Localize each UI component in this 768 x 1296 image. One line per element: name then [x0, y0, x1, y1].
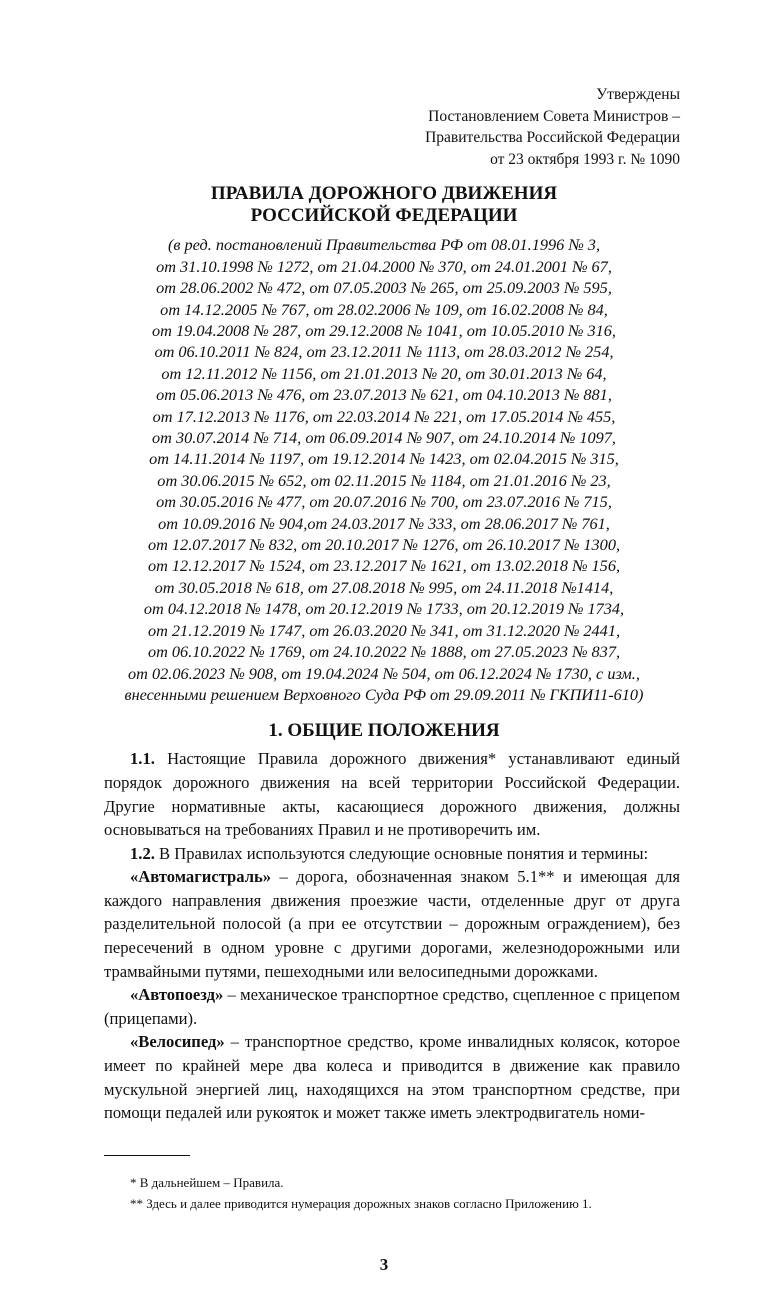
amendment-line: от 17.12.2013 № 1176, от 22.03.2014 № 221, от 17.05.2014 № 455,: [152, 406, 616, 426]
approval-line: Постановлением Совета Министров –: [428, 107, 680, 125]
amendment-line: от 14.12.2005 № 767, от 28.02.2006 № 109, от 16.02.2008 № 84,: [160, 299, 608, 319]
approval-block: [80, 84, 680, 170]
amendment-line: от 30.06.2015 № 652, от 02.11.2015 № 1184, от 21.01.2016 № 23,: [157, 470, 611, 490]
document-title: [0, 183, 768, 227]
section-heading: 1. ОБЩИЕ ПОЛОЖЕНИЯ: [268, 720, 500, 742]
paragraph-text: – дорога, обозначенная знаком 5.1** и имеющая для каждого направления движения проезжие части, отделенные друг от друга разделительной полосой (а при ее отсутствии – дорожным ограждением), без пересечений в одном уровне с другими дорогами, железнодорожными или трамвайными путями, пешеходными или велосипедными дорожками.: [104, 867, 680, 981]
title-line: РОССИЙСКОЙ ФЕДЕРАЦИИ: [250, 205, 518, 227]
amendment-line: от 12.11.2012 № 1156, от 21.01.2013 № 20, от 30.01.2013 № 64,: [161, 363, 607, 383]
approval-line: Правительства Российской Федерации: [425, 129, 680, 147]
amendment-line: от 21.12.2019 № 1747, от 26.03.2020 № 341, от 31.12.2020 № 2441,: [147, 620, 621, 640]
paragraph: [104, 747, 680, 841]
body-text: [104, 747, 680, 1125]
amendment-line: от 30.05.2018 № 618, от 27.08.2018 № 995, от 24.11.2018 №1414,: [154, 577, 614, 597]
paragraph-text: – механическое транспортное средство, сцепленное с прицепом (прицепами).: [104, 985, 680, 1028]
paragraph-term: «Автопоезд»: [130, 985, 224, 1005]
amendment-line: от 06.10.2022 № 1769, от 24.10.2022 № 1888, от 27.05.2023 № 837,: [147, 642, 621, 662]
approval-line: Утверждены: [596, 86, 680, 103]
amendment-line: внесенными решением Верховного Суда РФ от 29.09.2011 № ГКПИ11-610): [124, 684, 644, 704]
amendment-line: от 10.09.2016 № 904,от 24.03.2017 № 333, от 28.06.2017 № 761,: [158, 513, 610, 533]
amendment-line: от 31.10.1998 № 1272, от 21.04.2000 № 370, от 24.01.2001 № 67,: [156, 256, 612, 276]
page-number: 3: [379, 1254, 389, 1274]
amendment-line: от 19.04.2008 № 287, от 29.12.2008 № 1041, от 10.05.2010 № 316,: [152, 321, 616, 340]
amendment-line: от 14.11.2014 № 1197, от 19.12.2014 № 1423, от 02.04.2015 № 315,: [149, 449, 619, 469]
amendment-line: от 12.07.2017 № 832, от 20.10.2017 № 1276, от 26.10.2017 № 1300,: [147, 535, 621, 555]
paragraph: [104, 865, 680, 983]
amendment-line: от 05.06.2013 № 476, от 23.07.2013 № 621, от 04.10.2013 № 881,: [156, 385, 612, 405]
footnotes: [104, 1172, 680, 1214]
paragraph-text: В Правилах используются следующие основные понятия и термины:: [154, 843, 649, 863]
amendment-line: от 12.12.2017 № 1524, от 23.12.2017 № 1621, от 13.02.2018 № 156,: [147, 556, 621, 576]
amendment-line: от 04.12.2018 № 1478, от 20.12.2019 № 1733, от 20.12.2019 № 1734,: [143, 599, 625, 619]
paragraph-text: – транспортное средство, кроме инвалидных колясок, которое имеет по крайней мере два колеса и приводится в движение как правило мускульной энергией лиц, находящихся на этом транспортном средстве, при помощи педалей или рукояток и может также иметь электродвигатель номи-: [104, 1032, 680, 1123]
amendment-line: от 30.07.2014 № 714, от 06.09.2014 № 907, от 24.10.2014 № 1097,: [152, 428, 616, 448]
amendment-line: от 30.05.2016 № 477, от 20.07.2016 № 700, от 23.07.2016 № 715,: [156, 492, 612, 512]
paragraph-term: «Автомагистраль»: [130, 867, 272, 887]
paragraph: [104, 842, 680, 866]
footnote-divider: [104, 1155, 190, 1156]
amendments-list: [0, 234, 768, 705]
paragraph: [104, 983, 680, 1030]
paragraph-term: 1.1.: [130, 749, 155, 769]
amendment-line: (в ред. постановлений Правительства РФ от 08.01.1996 № 3,: [167, 235, 601, 255]
amendment-line: от 06.10.2011 № 824, от 23.12.2011 № 1113, от 28.03.2012 № 254,: [154, 342, 614, 362]
paragraph-term: «Велосипед»: [130, 1032, 225, 1052]
approval-line: от 23 октября 1993 г. № 1090: [490, 150, 680, 168]
amendment-line: от 02.06.2023 № 908, от 19.04.2024 № 504, от 06.12.2024 № 1730, с изм.,: [128, 663, 640, 683]
paragraph-text: Настоящие Правила дорожного движения* устанавливают единый порядок дорожного движения на всей территории Российской Федерации. Другие нормативные акты, касающиеся дорожного движения, должны основываться на требованиях Правил и не противоречить им.: [104, 749, 680, 840]
footnote: * В дальнейшем – Правила.: [130, 1174, 284, 1190]
footnote: ** Здесь и далее приводится нумерация дорожных знаков согласно Приложению 1.: [130, 1195, 592, 1211]
amendment-line: от 28.06.2002 № 472, от 07.05.2003 № 265, от 25.09.2003 № 595,: [156, 278, 612, 298]
title-line: ПРАВИЛА ДОРОЖНОГО ДВИЖЕНИЯ: [210, 183, 558, 205]
paragraph-term: 1.2.: [130, 843, 155, 863]
paragraph: [104, 1030, 680, 1124]
